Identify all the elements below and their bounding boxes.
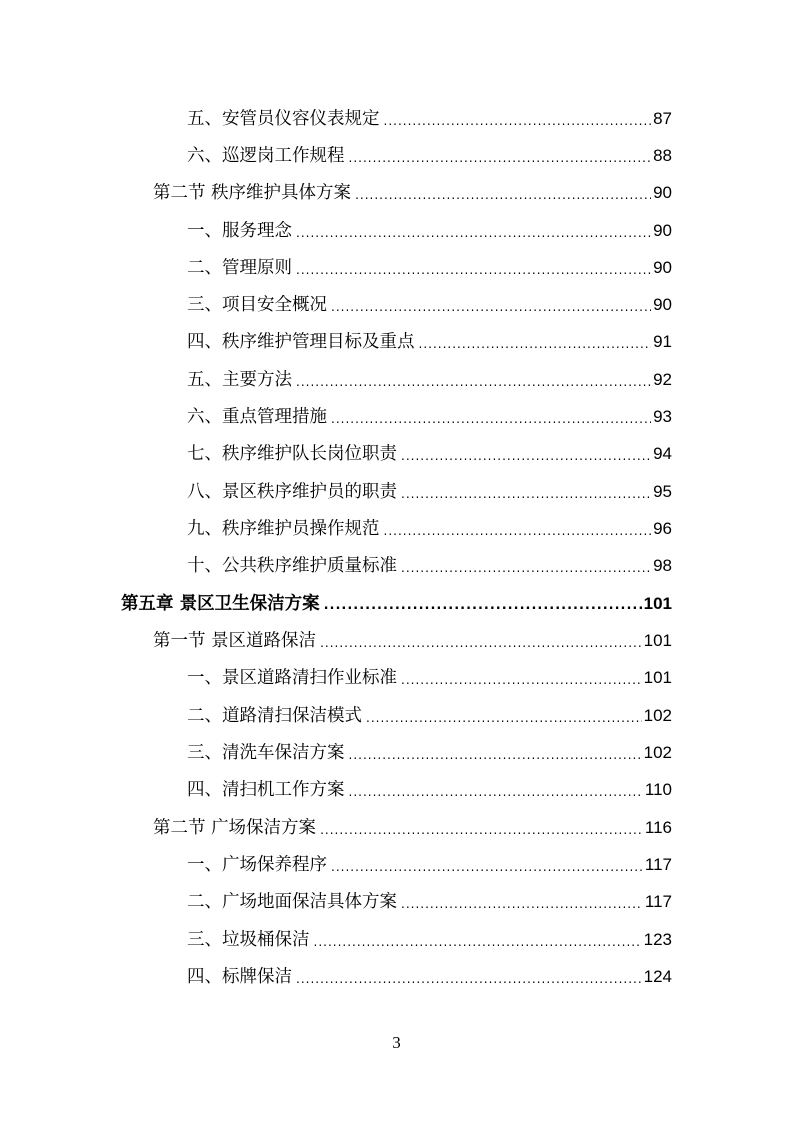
toc-entry-title: 十、公共秩序维护质量标准 (187, 556, 397, 576)
toc-entry[interactable] (187, 368, 672, 392)
dot-leader (401, 559, 651, 577)
toc-entry[interactable] (187, 107, 672, 131)
toc-entry-title: 八、景区秩序维护员的职责 (187, 482, 397, 502)
toc-entry[interactable] (187, 256, 672, 280)
toc-entry-page: 90 (653, 258, 672, 277)
toc-entry-title: 三、垃圾桶保洁 (187, 930, 310, 950)
toc-entry-page: 102 (643, 706, 672, 725)
dot-leader (314, 933, 642, 951)
toc-entry-page: 92 (653, 370, 672, 389)
toc-entry-title: 二、管理原则 (187, 258, 292, 278)
toc-entry-page: 98 (653, 556, 672, 575)
toc-entry-page: 90 (653, 183, 672, 202)
dot-leader (331, 410, 651, 428)
toc-entry[interactable] (187, 965, 672, 989)
toc-entry-page: 101 (643, 594, 672, 613)
toc-entry[interactable] (153, 181, 672, 205)
toc-entry-title: 九、秩序维护员操作规范 (187, 519, 380, 539)
toc-entry[interactable] (187, 704, 672, 728)
toc-entry-title: 三、清洗车保洁方案 (187, 743, 345, 763)
toc-entry[interactable] (187, 480, 672, 504)
toc-entry-title: 第二节 秩序维护具体方案 (153, 183, 352, 203)
dot-leader (296, 373, 651, 391)
toc-entry-page: 101 (643, 668, 672, 687)
toc-entry-page: 117 (644, 855, 672, 874)
toc-entry[interactable] (187, 517, 672, 541)
dot-leader (320, 821, 643, 839)
toc-entry-title: 四、秩序维护管理目标及重点 (187, 332, 415, 352)
toc-entry-page: 110 (644, 780, 672, 799)
toc-entry-title: 五、安管员仪容仪表规定 (187, 109, 380, 129)
toc-entry[interactable] (187, 554, 672, 578)
toc-entry-page: 124 (643, 967, 672, 986)
toc-entry-page: 93 (653, 407, 672, 426)
dot-leader (401, 485, 651, 503)
toc-entry[interactable] (187, 778, 672, 802)
dot-leader (296, 224, 651, 242)
toc-entry[interactable] (187, 293, 672, 317)
dot-leader (331, 298, 651, 316)
toc-entry-title: 五、主要方法 (187, 370, 292, 390)
toc-entry[interactable] (187, 330, 672, 354)
toc-entry-title: 六、巡逻岗工作规程 (187, 146, 345, 166)
toc-entry[interactable] (187, 928, 672, 952)
toc-entry-title: 三、项目安全概况 (187, 295, 327, 315)
toc-entry-page: 116 (644, 818, 672, 837)
dot-leader (366, 709, 642, 727)
dot-leader (355, 186, 651, 204)
toc-entry-title: 二、广场地面保洁具体方案 (187, 892, 397, 912)
toc-entry[interactable] (153, 816, 672, 840)
toc-entry[interactable] (153, 629, 672, 653)
toc-entry-page: 87 (653, 109, 672, 128)
toc-entry-title: 一、广场保养程序 (187, 855, 327, 875)
toc-entry[interactable] (187, 890, 672, 914)
dot-leader (296, 970, 642, 988)
toc-entry-title: 第二节 广场保洁方案 (153, 818, 317, 838)
dot-leader (349, 149, 652, 167)
dot-leader (401, 447, 651, 465)
dot-leader (320, 634, 642, 652)
toc-entry-page: 90 (653, 295, 672, 314)
dot-leader (349, 783, 643, 801)
toc-entry[interactable] (187, 741, 672, 765)
toc-entry-title: 四、标牌保洁 (187, 967, 292, 987)
dot-leader (401, 671, 642, 689)
page-number: 3 (392, 1033, 401, 1052)
dot-leader (401, 895, 643, 913)
dot-leader (419, 335, 652, 353)
toc-entry-page: 91 (653, 332, 672, 351)
toc-entry-title: 二、道路清扫保洁模式 (187, 706, 362, 726)
toc-entry-page: 94 (653, 444, 672, 463)
toc-entry-page: 117 (644, 892, 672, 911)
toc-entry-title: 四、清扫机工作方案 (187, 780, 345, 800)
toc-entry[interactable] (187, 666, 672, 690)
toc-entry-title: 七、秩序维护队长岗位职责 (187, 444, 397, 464)
dot-leader (349, 746, 642, 764)
toc-entry-title: 第一节 景区道路保洁 (153, 631, 317, 651)
toc-entry-title: 六、重点管理措施 (187, 407, 327, 427)
toc-chapter-entry[interactable] (121, 592, 672, 616)
dot-leader (331, 858, 643, 876)
toc-entry[interactable] (187, 144, 672, 168)
toc-entry[interactable] (187, 442, 672, 466)
toc-entry-title: 一、景区道路清扫作业标准 (187, 668, 397, 688)
toc-entry-page: 101 (643, 631, 672, 650)
toc-entry[interactable] (187, 405, 672, 429)
dot-leader (384, 112, 652, 130)
dot-leader (296, 261, 651, 279)
toc-entry-page: 90 (653, 221, 672, 240)
toc-entry-title: 第五章 景区卫生保洁方案 (121, 594, 320, 614)
toc-entry-page: 95 (653, 482, 672, 501)
toc-entry[interactable] (187, 853, 672, 877)
toc-entry[interactable] (187, 219, 672, 243)
toc-entry-page: 96 (653, 519, 672, 538)
toc-entry-page: 88 (653, 146, 672, 165)
toc-entry-page: 123 (643, 930, 672, 949)
dot-leader (384, 522, 652, 540)
dot-leader (324, 597, 642, 615)
toc-entry-title: 一、服务理念 (187, 221, 292, 241)
toc-entry-page: 102 (643, 743, 672, 762)
